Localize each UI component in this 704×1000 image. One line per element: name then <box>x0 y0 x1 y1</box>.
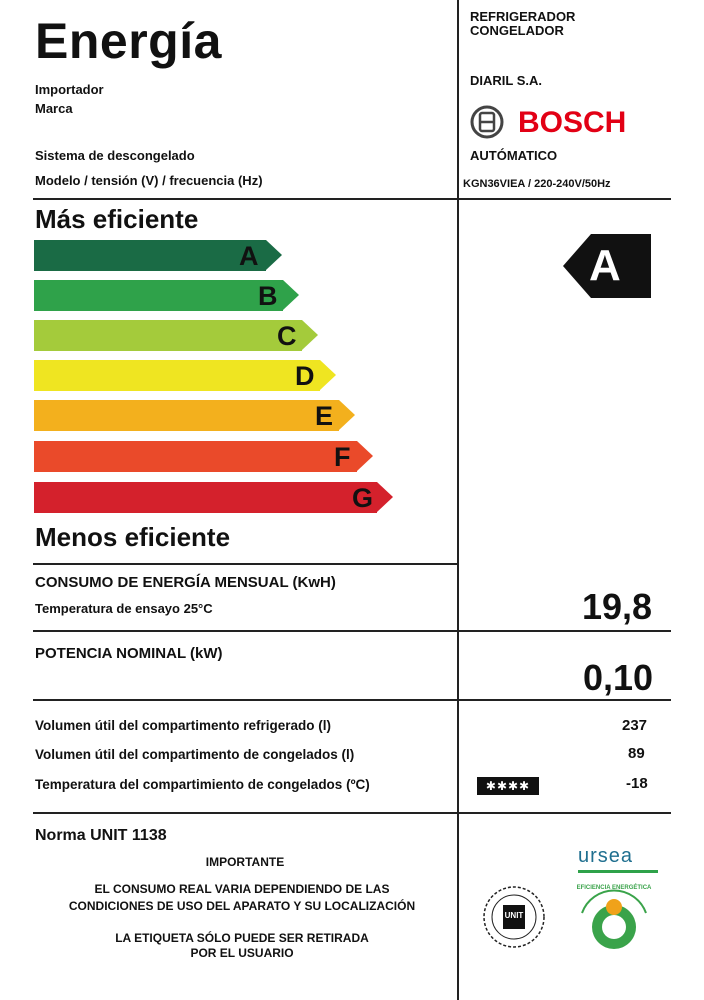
class-letter-f: F <box>334 442 351 472</box>
product-type-line2: CONGELADOR <box>470 23 564 38</box>
bar-body <box>34 400 339 431</box>
product-type-line1: REFRIGERADOR <box>470 9 576 24</box>
bar-body <box>34 441 357 472</box>
divider-scale <box>33 563 457 565</box>
class-letter-c: C <box>277 321 297 351</box>
important-heading: IMPORTANTE <box>205 855 285 869</box>
bosch-armature-icon <box>470 105 506 139</box>
scale-top-label: Más eficiente <box>35 204 199 234</box>
importer-label: Importador <box>35 82 104 97</box>
bar-tip <box>377 482 393 512</box>
label-title: Energía <box>35 13 222 69</box>
power-label: POTENCIA NOMINAL (kW) <box>35 645 223 662</box>
bar-tip <box>339 400 355 430</box>
bar-body <box>34 240 266 271</box>
class-letter-d: D <box>295 361 315 391</box>
defrost-value: AUTÓMATICO <box>470 148 558 163</box>
removal-line1: LA ETIQUETA SÓLO PUEDE SER RETIRADA <box>115 931 369 945</box>
brand-label: Marca <box>35 101 73 116</box>
freezer-temperature-value: -18 <box>626 775 648 792</box>
test-temperature-label: Temperatura de ensayo 25°C <box>35 601 213 616</box>
bar-tip <box>266 240 282 270</box>
divider-volumes <box>33 812 671 814</box>
defrost-label: Sistema de descongelado <box>35 148 195 163</box>
divider-power <box>33 699 671 701</box>
fridge-volume-label: Volumen útil del compartimento refrigerado (l) <box>35 718 332 733</box>
class-letter-b: B <box>258 281 278 311</box>
notice-line2: CONDICIONES DE USO DEL APARATO Y SU LOCALIZACIÓN <box>68 899 416 913</box>
bar-body <box>34 320 302 351</box>
class-letter-g: G <box>352 483 374 513</box>
bar-tip <box>357 441 373 471</box>
rating-arrow <box>563 234 651 298</box>
bar-tip <box>283 280 299 310</box>
ursea-logo <box>578 845 658 873</box>
unit-seal-text: UNIT <box>504 911 524 920</box>
divider-header <box>33 198 671 200</box>
vertical-divider <box>457 0 459 1000</box>
scale-bottom-label: Menos eficiente <box>35 522 231 552</box>
ursea-underline <box>578 870 658 873</box>
freezer-volume-value: 89 <box>628 745 645 762</box>
fridge-volume-value: 237 <box>622 717 648 734</box>
freezer-volume-label: Volumen útil del compartimento de congelados (l) <box>35 747 355 762</box>
bar-body <box>34 280 283 311</box>
consumption-value: 19,8 <box>582 586 653 627</box>
class-letter-a: A <box>239 241 259 271</box>
importer-value: DIARIL S.A. <box>470 73 542 88</box>
efficiency-seal-text: EFICIENCIA ENERGÉTICA <box>576 885 652 891</box>
freezer-temperature-label: Temperatura del compartimiento de congelados (ºC) <box>35 777 370 792</box>
norm-label: Norma UNIT 1138 <box>35 827 167 844</box>
bar-tip <box>320 360 336 390</box>
power-value: 0,10 <box>583 657 654 698</box>
model-label: Modelo / tensión (V) / frecuencia (Hz) <box>35 173 263 188</box>
consumption-label: CONSUMO DE ENERGÍA MENSUAL (KwH) <box>35 574 336 591</box>
rating-letter: A <box>589 241 621 290</box>
bar-tip <box>302 320 318 350</box>
unit-seal <box>482 885 546 949</box>
bar-body <box>34 482 377 513</box>
divider-consumption <box>33 630 671 632</box>
model-value: KGN36VIEA / 220-240V/50Hz <box>463 178 611 190</box>
energy-efficiency-seal <box>572 877 656 961</box>
brand-value: BOSCH <box>518 106 627 139</box>
ursea-logo-text: ursea <box>578 845 634 867</box>
notice-line1: EL CONSUMO REAL VARIA DEPENDIENDO DE LAS <box>94 882 390 896</box>
removal-line2: POR EL USUARIO <box>190 946 294 960</box>
class-letter-e: E <box>315 401 334 431</box>
four-star-freezer-icon: ✱✱✱✱ <box>477 777 539 795</box>
bar-body <box>34 360 320 391</box>
